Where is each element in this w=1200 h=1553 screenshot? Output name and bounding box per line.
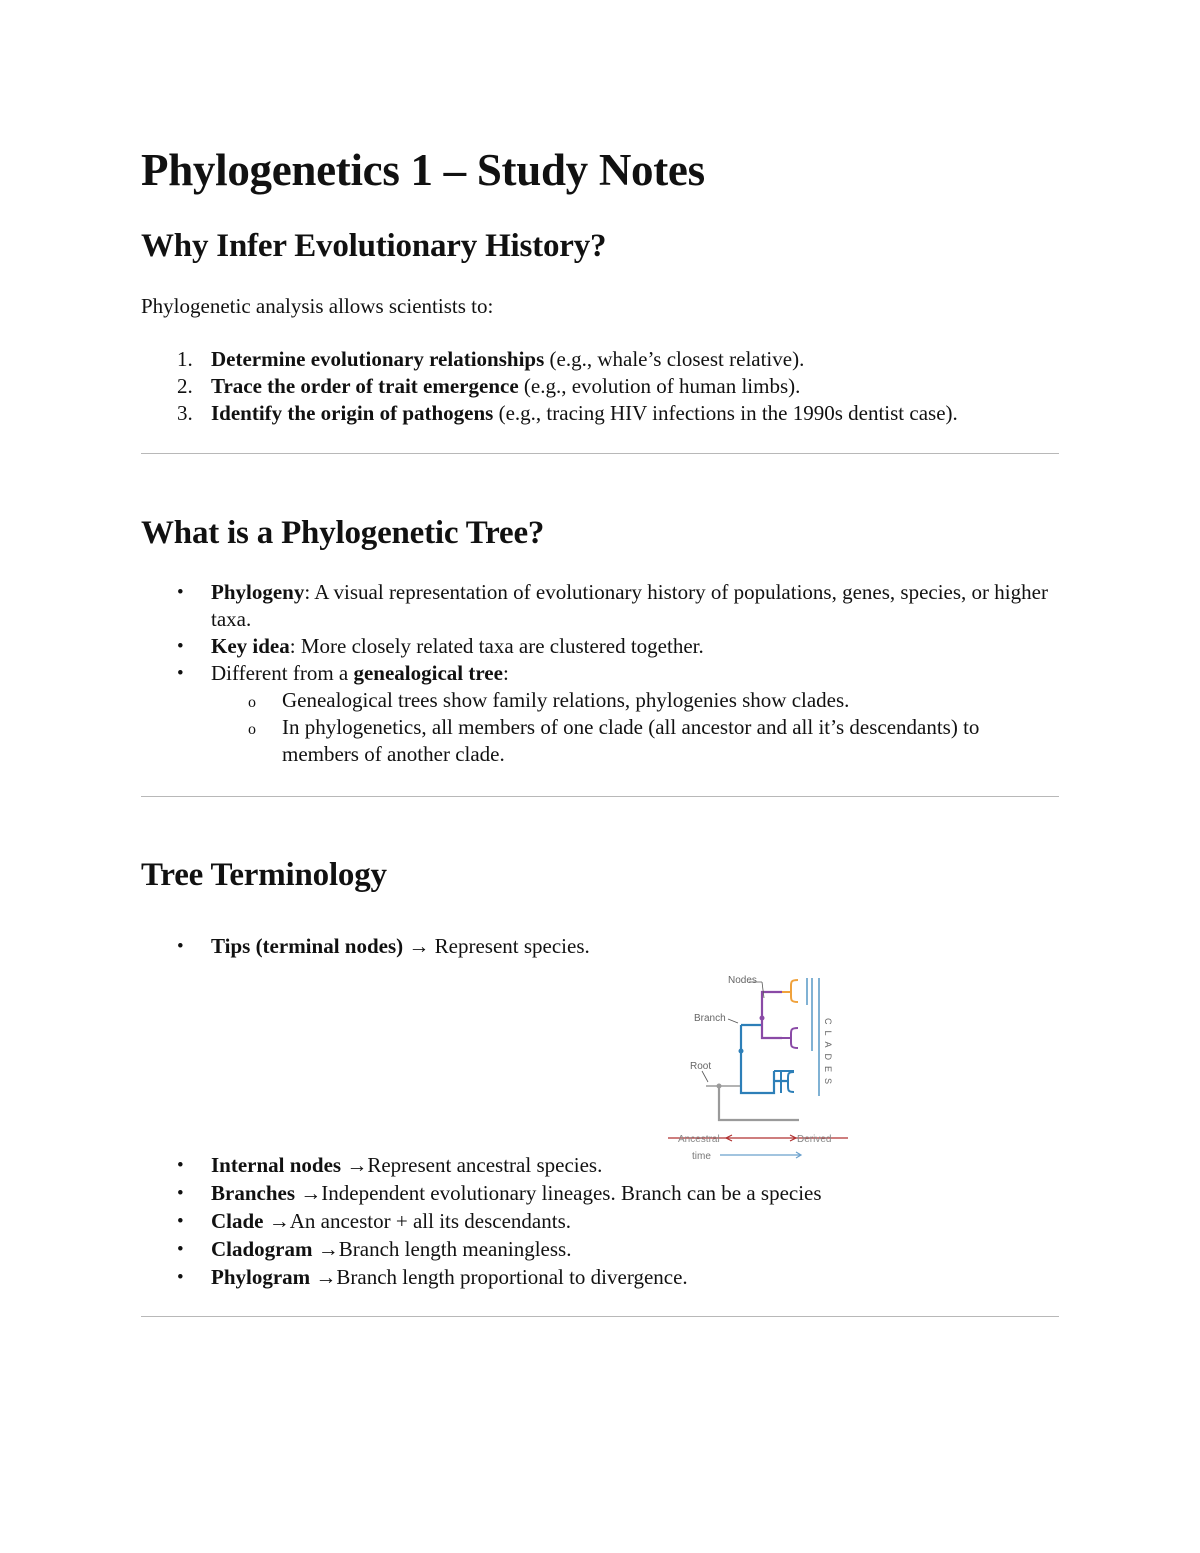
list-item: • Key idea: More closely related taxa are clustered together.	[177, 634, 704, 658]
figure-label-root: Root	[690, 1061, 712, 1072]
bullet-list-tips	[141, 933, 1059, 960]
page-title: Phylogenetics 1 – Study Notes	[141, 145, 705, 195]
list-item: • Branches →Independent evolutionary lineages. Branch can be a species	[177, 1181, 822, 1205]
bullet-list	[141, 579, 1059, 768]
list-item: 1. Determine evolutionary relationships (e.g., whale’s closest relative).	[177, 347, 805, 371]
figure-label-derived: Derived	[797, 1134, 832, 1145]
list-item: 2. Trace the order of trait emergence (e.g., evolution of human limbs).	[177, 374, 801, 398]
figure-label-clades: CLADES	[823, 1018, 833, 1091]
figure-label-branch: Branch	[694, 1013, 726, 1024]
list-item: • Phylogram →Branch length proportional to divergence.	[177, 1265, 688, 1289]
list-item: • Internal nodes →Represent ancestral species.	[177, 1153, 603, 1177]
figure-label-nodes: Nodes	[728, 975, 757, 986]
list-item: • Different from a genealogical tree: o Genealogical trees show family relations, phylogenies show clades. o In phylogenetics, all members of one clade (all ancestor and all it’s descendants) to members of another clade.	[141, 660, 1059, 768]
divider	[141, 1316, 1059, 1317]
numbered-list	[141, 346, 1101, 427]
phylogenetic-tree-figure	[664, 968, 854, 1168]
list-item: • Clade →An ancestor + all its descendants.	[177, 1209, 572, 1233]
section-heading-why: Why Infer Evolutionary History?	[141, 228, 607, 264]
sub-list-item: o In phylogenetics, all members of one clade (all ancestor and all it’s descendants) to members of another clade.	[248, 715, 980, 766]
figure-label-ancestral: Ancestral	[678, 1134, 720, 1145]
list-item: • Tips (terminal nodes) → Represent species.	[177, 934, 590, 958]
list-item: • Phylogeny: A visual representation of evolutionary history of populations, genes, species, or higher taxa.	[177, 580, 1048, 631]
section-heading-tree: What is a Phylogenetic Tree?	[141, 515, 545, 551]
figure-label-time: time	[692, 1151, 711, 1162]
divider	[141, 796, 1059, 797]
sub-list	[211, 687, 1059, 768]
list-item: • Cladogram →Branch length meaningless.	[177, 1237, 572, 1261]
list-item: 3. Identify the origin of pathogens (e.g., tracing HIV infections in the 1990s dentist case).	[177, 401, 958, 425]
divider	[141, 453, 1059, 454]
bullet-list-terms	[141, 1152, 1059, 1291]
sub-list-item: o Genealogical trees show family relations, phylogenies show clades.	[248, 688, 850, 712]
section-heading-terminology: Tree Terminology	[141, 857, 387, 893]
intro-text: Phylogenetic analysis allows scientists to:	[141, 294, 494, 318]
